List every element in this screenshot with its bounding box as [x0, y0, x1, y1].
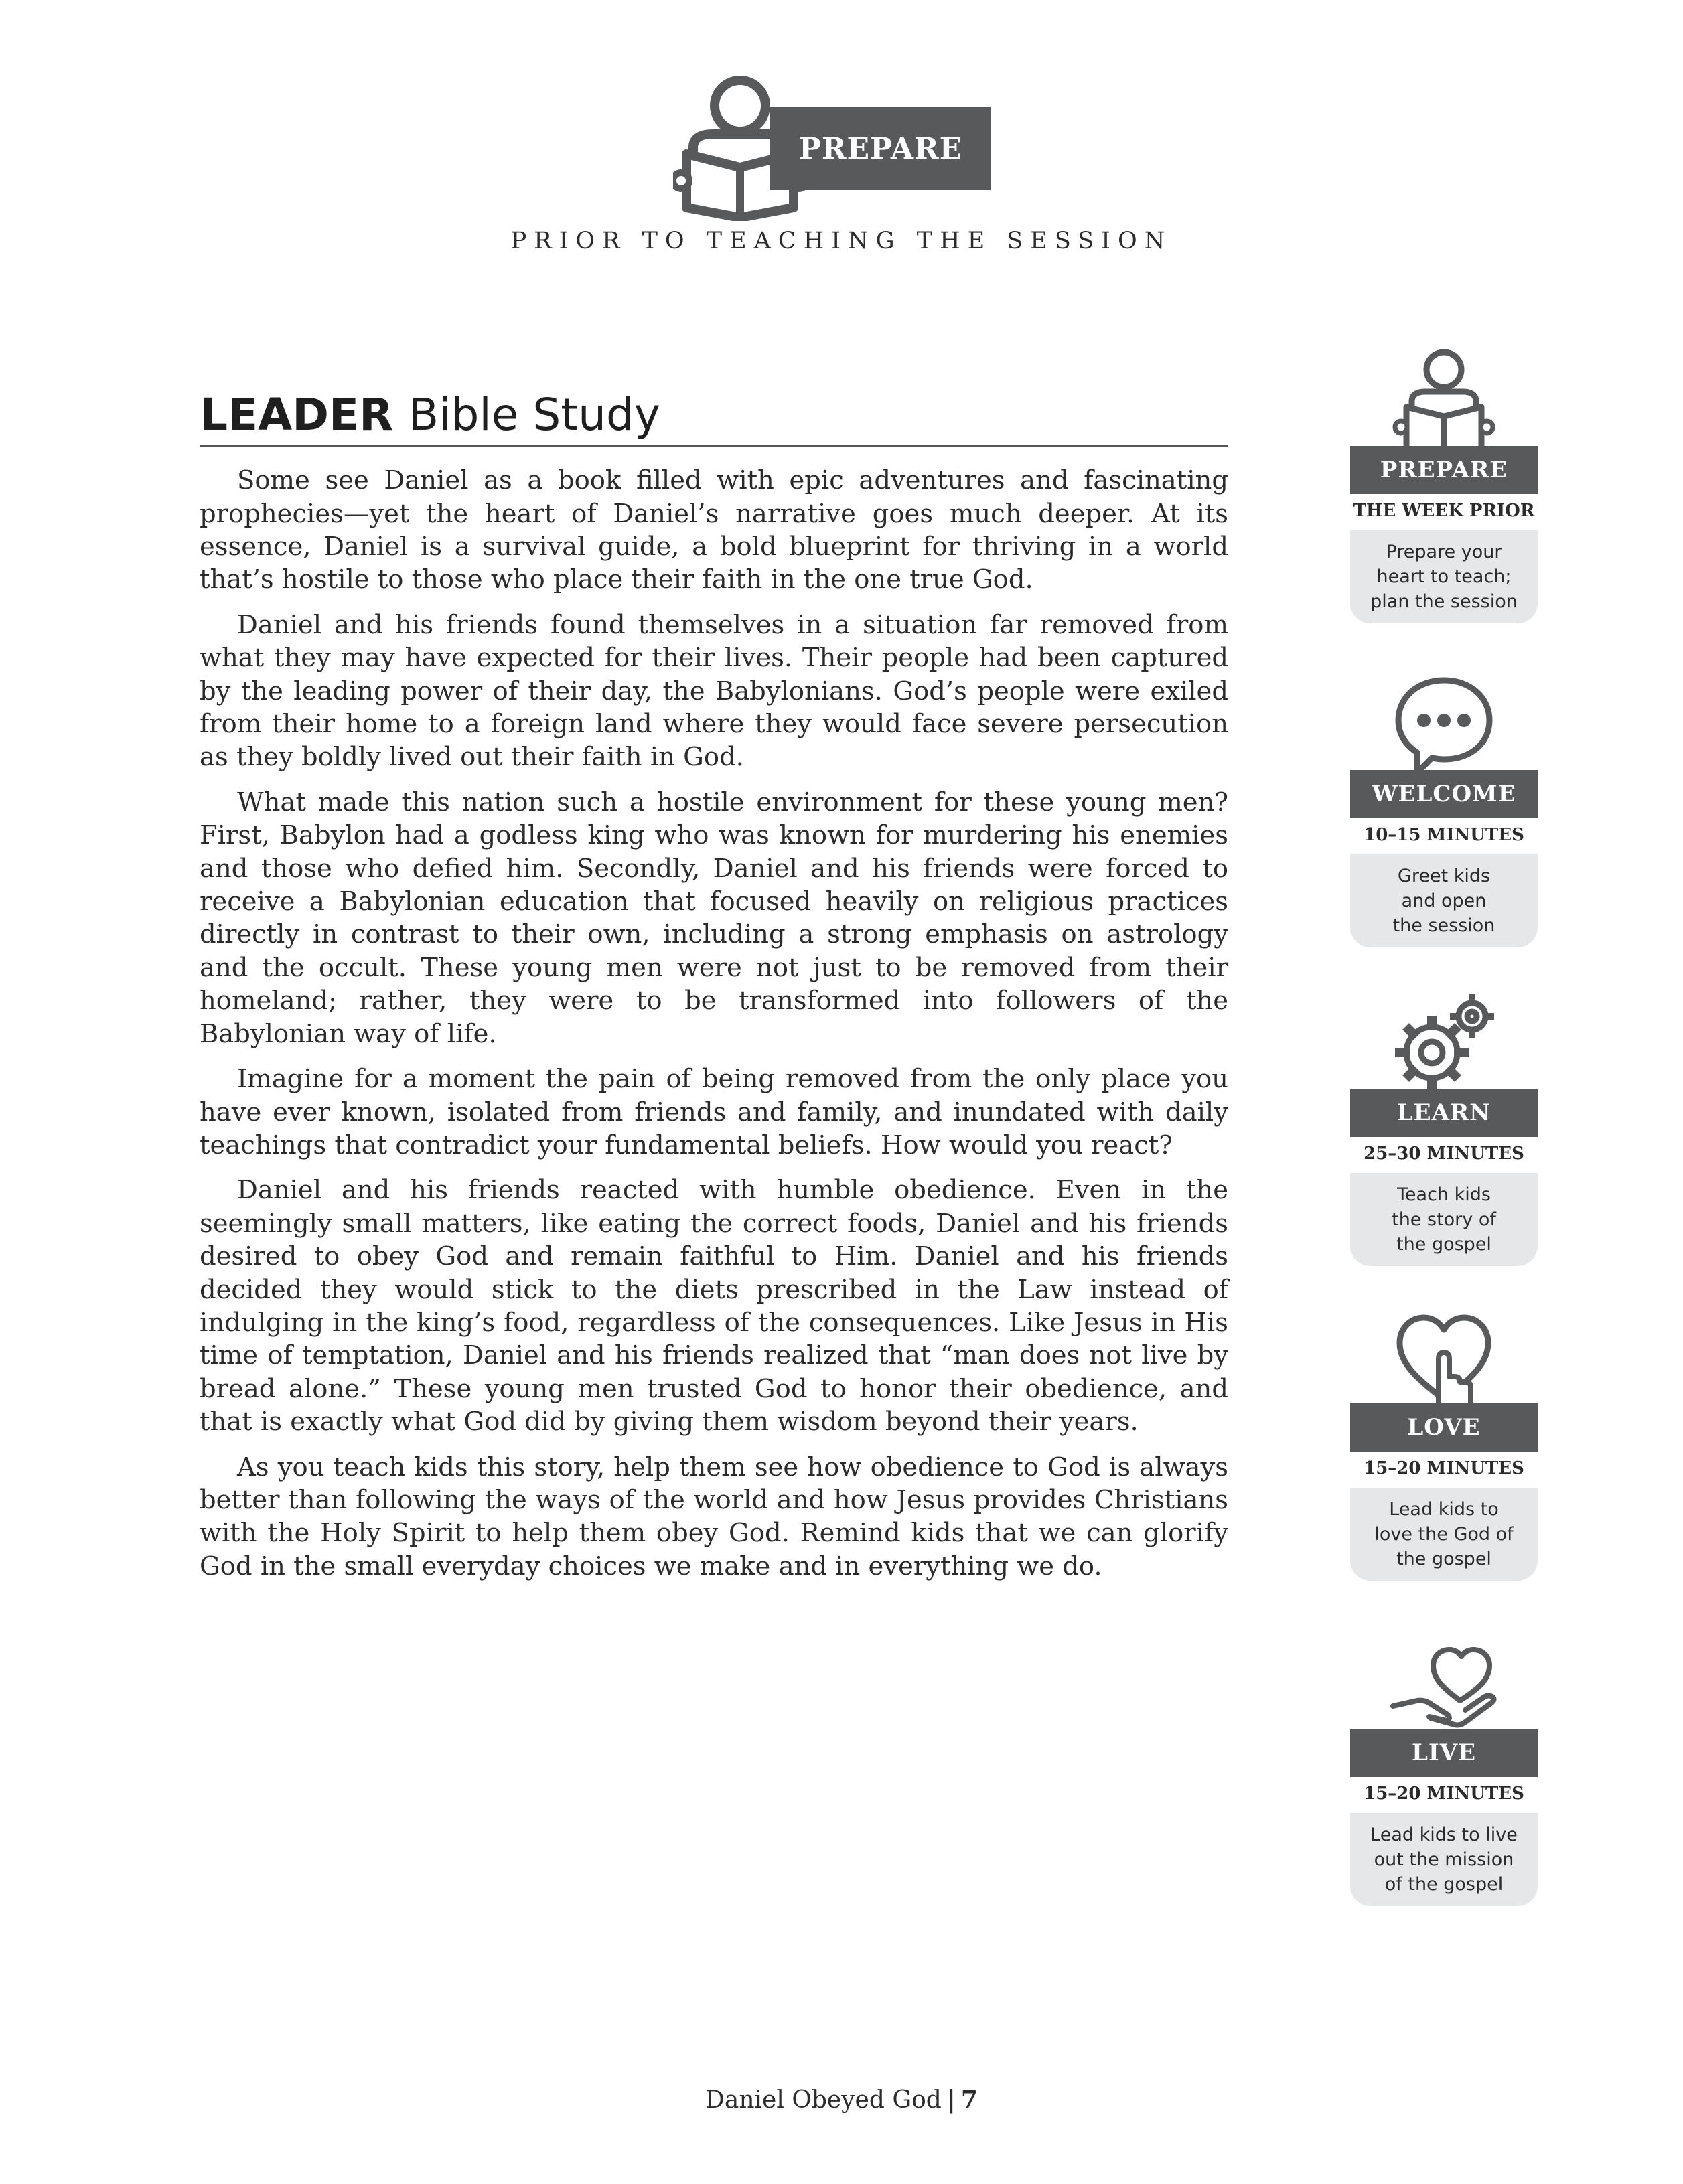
- stage-description: [1350, 530, 1538, 623]
- stage-desc-line: Lead kids to: [1389, 1499, 1499, 1520]
- speech-bubble-icon: [1390, 672, 1497, 779]
- leader-bible-study: [200, 388, 1228, 1595]
- stage-desc-line: the session: [1392, 915, 1495, 936]
- page-footer: [0, 2086, 1683, 2114]
- study-paragraph-5: Daniel and his friends reacted with humble obedience. Even in the seemingly small matters, like eating the correct foods, Daniel and his friends desired to obey God and remain faithful to Him. Daniel and his friends decided they would stick to the diets prescribed in the Law instead of indulging in the king’s food, regardless of the consequences. Like Jesus in His time of temptation, Daniel and his friends realized that “man does not live by bread alone.” These young men trusted God to honor their obedience, and that is exactly what God did by giving them wisdom beyond their years.: [200, 1175, 1228, 1437]
- stage-desc-line: and open: [1401, 890, 1487, 911]
- stage-description: [1350, 1173, 1538, 1266]
- stage-label: PREPARE: [1350, 446, 1538, 494]
- stage-time: 15–20 MINUTES: [1364, 1458, 1524, 1478]
- stage-description: [1350, 854, 1538, 947]
- stage-live: [1350, 1618, 1538, 1912]
- footer-title: Daniel Obeyed God: [705, 2086, 942, 2114]
- page-header: [0, 0, 1683, 281]
- heart-in-hand-icon: [1390, 1631, 1497, 1738]
- stage-label: LOVE: [1350, 1403, 1538, 1452]
- stage-desc-line: Teach kids: [1397, 1184, 1491, 1205]
- stage-welcome: [1350, 659, 1538, 953]
- stage-desc-line: of the gospel: [1384, 1874, 1504, 1895]
- section-title: [200, 388, 1228, 447]
- study-paragraph-1: Some see Daniel as a book filled with epic adventures and fascinating prophecies—yet the heart of Daniel’s narrative goes much deeper. At its essence, Daniel is a survival guide, a bold blueprint for thriving in a world that’s hostile to those who place their faith in the one true God.: [200, 465, 1228, 595]
- study-paragraph-3: What made this nation such a hostile environment for these young men? First, Babylon had a godless king who was known for murdering his enemies and those who defied him. Secondly, Daniel and his friends were forced to receive a Babylonian education that focused heavily on religious practices directly in contrast to their own, including a strong emphasis on astrology and the occult. These young men were not just to be removed from their homeland; rather, they were to be transformed into followers of the Babylonian way of life.: [200, 787, 1228, 1049]
- study-paragraph-2: Daniel and his friends found themselves in a situation far removed from what they may have expected for their lives. Their people had been captured by the leading power of their day, the Babylonians. God’s people were exiled from their home to a foreign land where they would face severe persecution as they boldly lived out their faith in God.: [200, 609, 1228, 773]
- stage-desc-line: heart to teach;: [1376, 566, 1512, 587]
- study-paragraph-6: As you teach kids this story, help them see how obedience to God is always better than following the ways of the world and how Jesus provides Christians with the Holy Spirit to help them obey God. Remind kids that we can glorify God in the small everyday choices we make and in everything we do.: [200, 1452, 1228, 1581]
- stage-description: [1350, 1488, 1538, 1581]
- stage-time: 25–30 MINUTES: [1364, 1144, 1524, 1164]
- stage-desc-line: Lead kids to live: [1370, 1824, 1518, 1845]
- stage-desc-line: the story of: [1392, 1209, 1496, 1230]
- stage-desc-line: Greet kids: [1397, 866, 1491, 886]
- heart-hand-icon: [1390, 1306, 1497, 1413]
- page-number: 7: [960, 2086, 978, 2114]
- stage-love: [1350, 1292, 1538, 1587]
- stage-desc-line: plan the session: [1370, 591, 1518, 612]
- stage-desc-line: the gospel: [1396, 1234, 1491, 1255]
- header-subtitle: PRIOR TO TEACHING THE SESSION: [510, 228, 1173, 254]
- gears-icon: [1390, 991, 1497, 1098]
- stage-description: [1350, 1813, 1538, 1906]
- stage-time: THE WEEK PRIOR: [1353, 501, 1535, 521]
- stage-label: LEARN: [1350, 1089, 1538, 1137]
- stage-label: WELCOME: [1350, 770, 1538, 818]
- stage-desc-line: out the mission: [1374, 1849, 1514, 1870]
- reader-icon: [1390, 348, 1497, 455]
- stage-desc-line: the gospel: [1396, 1549, 1491, 1569]
- stage-time: 15–20 MINUTES: [1364, 1784, 1524, 1804]
- study-paragraph-4: Imagine for a moment the pain of being removed from the only place you have ever known, isolated from friends and family, and inundated with daily teachings that contradict your fundamental beliefs. How would you react?: [200, 1064, 1228, 1160]
- stage-label: LIVE: [1350, 1729, 1538, 1777]
- stage-learn: [1350, 978, 1538, 1272]
- prepare-badge: PREPARE: [770, 107, 991, 190]
- title-bold: LEADER: [200, 389, 393, 441]
- stage-desc-line: love the God of: [1374, 1524, 1514, 1545]
- footer-separator: |: [946, 2086, 956, 2114]
- stage-prepare: [1350, 335, 1538, 629]
- stage-time: 10–15 MINUTES: [1364, 825, 1524, 845]
- title-light: Bible Study: [408, 389, 660, 441]
- stage-desc-line: Prepare your: [1386, 542, 1502, 562]
